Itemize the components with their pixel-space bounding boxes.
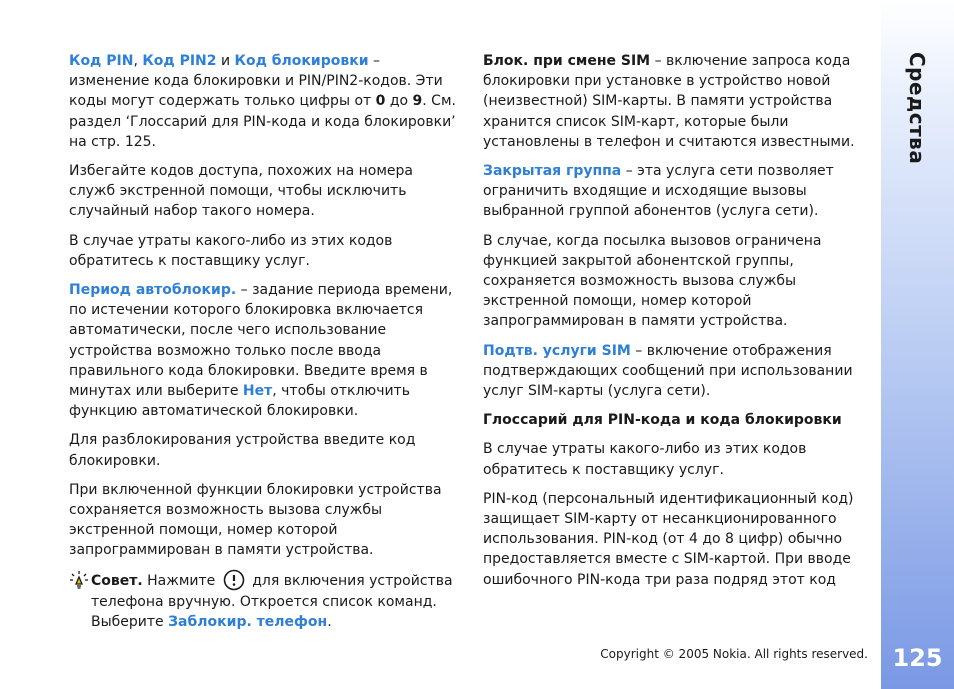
- power-key-icon: [223, 569, 245, 591]
- left-column: [69, 51, 461, 632]
- keyword-pin2: Код PIN2: [142, 53, 217, 69]
- keyword-closed-group: Закрытая группа: [483, 163, 622, 180]
- paragraph-sim-change: [483, 51, 868, 152]
- digit: 0: [375, 93, 386, 110]
- tip-block: [69, 570, 461, 632]
- text: – задание периода времени, по истечении которого блокировка включается автоматически, после чего использование устройства возможно только после ввода правильного кода блокировки. Введите время в минутах или выберите: [69, 282, 453, 400]
- paragraph-autolock: [69, 280, 461, 421]
- tip-label: Совет.: [91, 572, 143, 589]
- keyword-sim-services: Подтв. услуги SIM: [483, 342, 631, 359]
- text: – изменение кода блокировки и PIN/PIN2-кодов. Эти коды могут содержать только цифры от: [69, 53, 443, 110]
- paragraph-avoid-codes: Избегайте кодов доступа, похожих на номера служб экстренной помощи, чтобы исключить случайный набор такого номера.: [69, 163, 413, 220]
- paragraph-sim-services: [483, 341, 868, 402]
- paragraph-closed-group: [483, 161, 868, 222]
- text: Нажмите: [142, 572, 220, 589]
- right-column: [483, 51, 868, 599]
- text: до: [385, 93, 413, 110]
- text: .: [327, 613, 332, 630]
- keyword-sim-change: Блок. при смене SIM: [483, 53, 651, 69]
- paragraph-closed-group-emergency: В случае, когда посылка вызовов ограничена функцией закрытой абонентской группы, сохраняется возможность вызова службы экстренной помощи, номер которой запрограммирован в памяти устройства.: [483, 232, 822, 330]
- text: – включение запроса кода блокировки при установке в устройство новой (неизвестной) SIM-карты. В памяти устройства хранится список SIM-карт, которые были установлены в телефон и считаются известными.: [483, 53, 855, 150]
- digit: 9: [412, 93, 423, 110]
- paragraph-unlock: Для разблокирования устройства введите код блокировки.: [69, 432, 416, 469]
- text: ,: [133, 53, 143, 69]
- lightbulb-icon: [69, 570, 89, 590]
- keyword-pin: Код PIN: [69, 53, 134, 69]
- text: , чтобы отключить функцию автоматической блокировки.: [69, 383, 410, 420]
- section-title: Средства: [905, 52, 929, 165]
- keyword-lock-phone: Заблокир. телефон: [168, 613, 328, 630]
- text: . См. раздел ‘Глоссарий для PIN-кода и кода блокировки’ на стр. 125.: [69, 93, 456, 150]
- paragraph-emergency: При включенной функции блокировки устройства сохраняется возможность вызова службы экстренной помощи, номер которой запрограммирован в памяти устройства.: [69, 481, 442, 559]
- text: – эта услуга сети позволяет ограничить входящие и исходящие вызовы выбранной группой абонентов (услуга сети).: [483, 163, 834, 220]
- glossary-heading: Глоссарий для PIN-кода и кода блокировки: [483, 412, 842, 429]
- paragraph-pin-codes: [69, 51, 461, 152]
- page-number: 125: [892, 644, 943, 672]
- keyword-lock-code: Код блокировки: [234, 53, 369, 69]
- keyword-autolock: Период автоблокир.: [69, 282, 237, 299]
- copyright-notice: Copyright © 2005 Nokia. All rights reserved.: [600, 647, 868, 661]
- paragraph-lost-codes-2: В случае утраты какого-либо из этих кодов обратитесь к поставщику услуг.: [483, 441, 807, 478]
- text: для включения устройства телефона вручную. Откроется список команд. Выберите: [91, 572, 453, 630]
- paragraph-pin-definition: PIN-код (персональный идентификационный код) защищает SIM-карту от несанкционированного использования. PIN-код (от 4 до 8 цифр) обычно предоставляется вместе с SIM-картой. При вводе ошибочного PIN-кода три раза подряд этот код: [483, 490, 854, 588]
- paragraph-lost-codes: В случае утраты какого-либо из этих кодов обратитесь к поставщику услуг.: [69, 232, 393, 269]
- keyword-none: Нет: [242, 383, 273, 400]
- text: – включение отображения подтверждающих сообщений при использовании услуг SIM-карты (услуга сети).: [483, 342, 853, 400]
- text: и: [216, 53, 235, 69]
